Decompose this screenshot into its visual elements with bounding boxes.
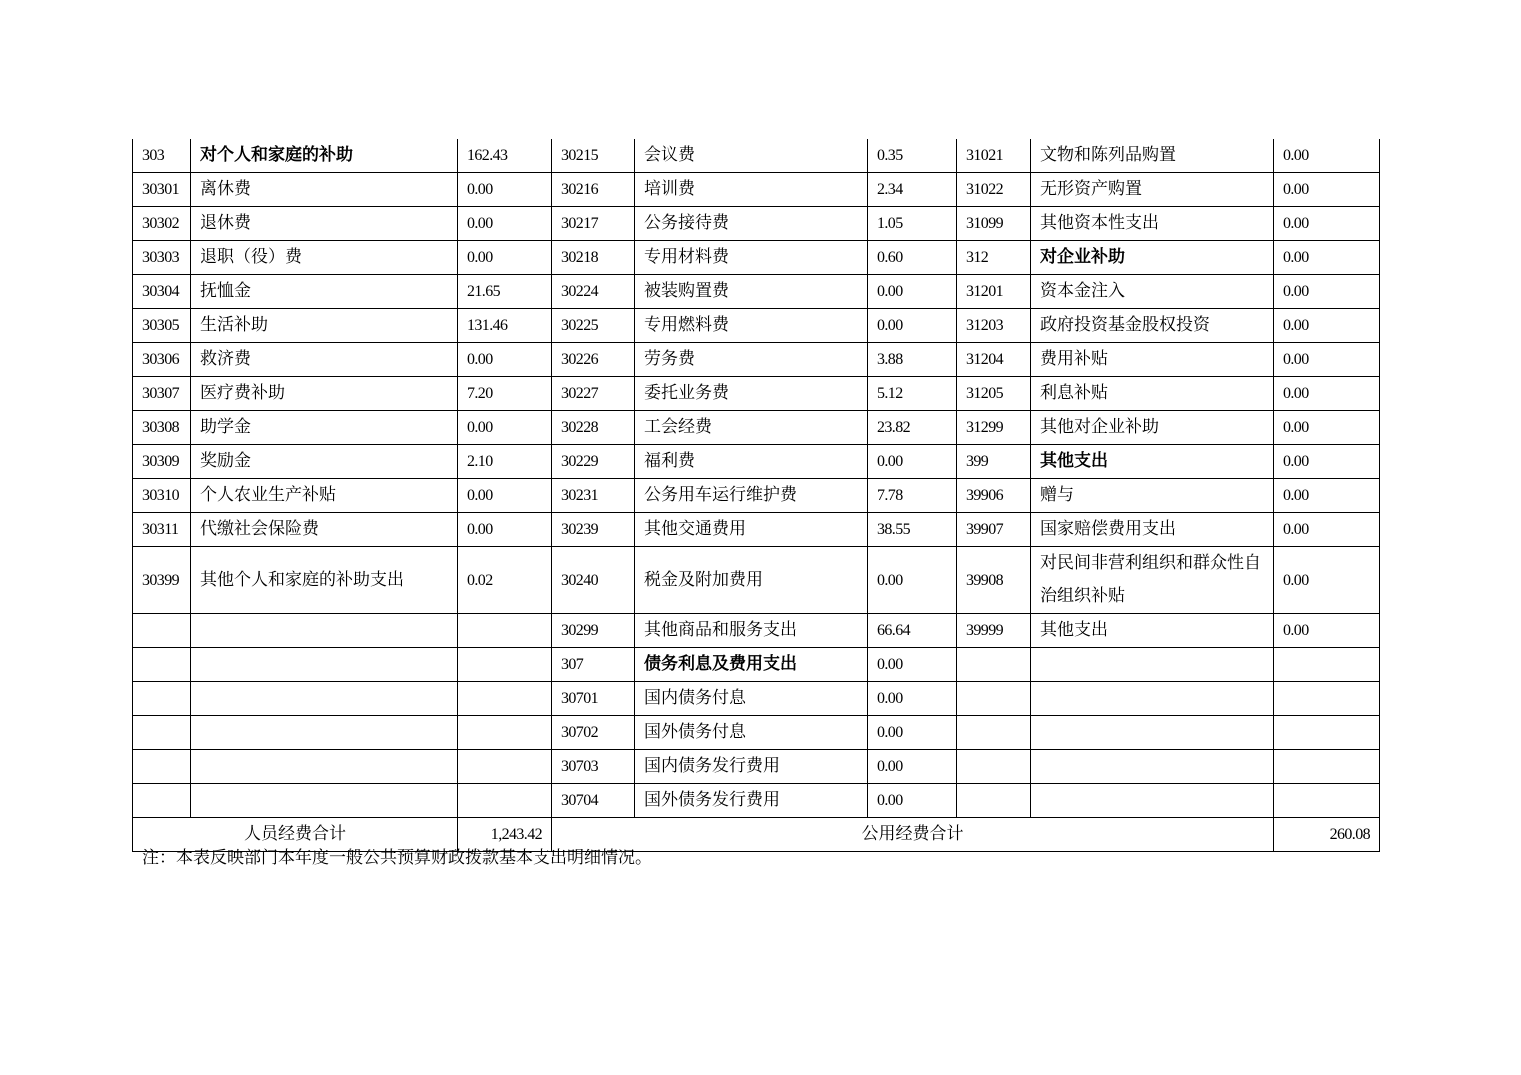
item-name-cell: 离休费 [191,173,458,207]
item-name-cell: 工会经费 [635,411,868,445]
item-name-cell: 对个人和家庭的补助 [191,139,458,173]
item-amount-cell: 0.00 [1274,173,1380,207]
table-row [133,445,1380,479]
item-code-cell [133,682,191,716]
item-amount-cell: 1.05 [868,207,957,241]
item-amount-cell: 0.00 [1274,241,1380,275]
table-row [133,614,1380,648]
item-amount-cell: 0.00 [1274,411,1380,445]
table-row [133,547,1380,614]
item-amount-cell: 0.00 [1274,479,1380,513]
item-name-cell: 专用燃料费 [635,309,868,343]
item-code-cell [133,750,191,784]
item-amount-cell: 0.00 [868,716,957,750]
table-row [133,173,1380,207]
item-amount-cell [1274,648,1380,682]
table-row [133,648,1380,682]
item-code-cell: 30303 [133,241,191,275]
item-name-cell: 债务利息及费用支出 [635,648,868,682]
item-amount-cell [458,614,552,648]
item-amount-cell: 38.55 [868,513,957,547]
item-code-cell: 30308 [133,411,191,445]
item-name-cell: 国外债务付息 [635,716,868,750]
item-name-cell: 国外债务发行费用 [635,784,868,818]
item-code-cell [133,614,191,648]
item-amount-cell: 0.00 [1274,343,1380,377]
table-row [133,343,1380,377]
item-code-cell: 312 [957,241,1031,275]
item-amount-cell: 0.00 [458,411,552,445]
table-row [133,241,1380,275]
item-amount-cell: 21.65 [458,275,552,309]
item-amount-cell: 0.00 [458,513,552,547]
item-name-cell: 生活补助 [191,309,458,343]
item-code-cell: 31203 [957,309,1031,343]
table-row [133,716,1380,750]
item-code-cell: 30704 [552,784,635,818]
personnel-total-label: 人员经费合计 [133,818,458,852]
item-name-cell: 培训费 [635,173,868,207]
item-amount-cell: 0.00 [458,479,552,513]
item-code-cell [957,682,1031,716]
item-amount-cell: 0.00 [868,275,957,309]
item-amount-cell [458,716,552,750]
item-code-cell [957,648,1031,682]
item-name-cell [1031,784,1274,818]
item-code-cell: 30225 [552,309,635,343]
item-name-cell: 国家赔偿费用支出 [1031,513,1274,547]
item-name-cell [191,614,458,648]
item-code-cell: 30307 [133,377,191,411]
table-row [133,682,1380,716]
item-amount-cell: 7.78 [868,479,957,513]
item-code-cell: 30215 [552,139,635,173]
item-code-cell: 30301 [133,173,191,207]
item-code-cell: 30304 [133,275,191,309]
table-row [133,513,1380,547]
item-name-cell [191,716,458,750]
item-code-cell: 30302 [133,207,191,241]
item-amount-cell: 0.00 [1274,614,1380,648]
item-amount-cell: 0.02 [458,547,552,614]
item-amount-cell [1274,784,1380,818]
item-amount-cell: 0.00 [1274,445,1380,479]
item-name-cell: 被装购置费 [635,275,868,309]
item-code-cell: 399 [957,445,1031,479]
item-code-cell: 31022 [957,173,1031,207]
item-name-cell: 个人农业生产补贴 [191,479,458,513]
item-code-cell: 30229 [552,445,635,479]
item-code-cell: 30703 [552,750,635,784]
item-amount-cell [458,784,552,818]
item-amount-cell: 0.35 [868,139,957,173]
table-row [133,377,1380,411]
item-name-cell: 其他个人和家庭的补助支出 [191,547,458,614]
item-amount-cell [458,750,552,784]
item-name-cell: 公务接待费 [635,207,868,241]
item-code-cell: 30240 [552,547,635,614]
item-name-cell: 对企业补助 [1031,241,1274,275]
item-code-cell: 31204 [957,343,1031,377]
item-amount-cell: 5.12 [868,377,957,411]
item-amount-cell [458,682,552,716]
item-name-cell: 福利费 [635,445,868,479]
item-code-cell: 30311 [133,513,191,547]
item-name-cell [191,648,458,682]
item-name-cell: 其他对企业补助 [1031,411,1274,445]
item-name-cell: 其他资本性支出 [1031,207,1274,241]
item-name-cell: 文物和陈列品购置 [1031,139,1274,173]
table-body [133,139,1380,818]
item-name-cell: 会议费 [635,139,868,173]
item-amount-cell: 0.00 [868,309,957,343]
item-code-cell: 303 [133,139,191,173]
item-code-cell [957,784,1031,818]
item-code-cell: 30306 [133,343,191,377]
table-row [133,207,1380,241]
item-name-cell: 其他交通费用 [635,513,868,547]
item-name-cell: 退职（役）费 [191,241,458,275]
item-code-cell [133,784,191,818]
item-code-cell: 30227 [552,377,635,411]
item-amount-cell: 0.00 [1274,309,1380,343]
item-amount-cell: 0.00 [868,682,957,716]
item-amount-cell: 0.00 [1274,275,1380,309]
item-name-cell: 代缴社会保险费 [191,513,458,547]
item-amount-cell: 0.00 [458,343,552,377]
item-code-cell: 30299 [552,614,635,648]
item-name-cell: 奖励金 [191,445,458,479]
item-name-cell: 税金及附加费用 [635,547,868,614]
item-name-cell: 赠与 [1031,479,1274,513]
item-name-cell: 委托业务费 [635,377,868,411]
item-code-cell: 39907 [957,513,1031,547]
item-amount-cell: 0.00 [868,547,957,614]
item-code-cell: 39908 [957,547,1031,614]
item-amount-cell: 0.00 [1274,513,1380,547]
item-code-cell: 30399 [133,547,191,614]
item-code-cell: 39999 [957,614,1031,648]
item-name-cell [1031,750,1274,784]
item-amount-cell: 66.64 [868,614,957,648]
item-code-cell: 39906 [957,479,1031,513]
item-name-cell: 助学金 [191,411,458,445]
item-code-cell: 30216 [552,173,635,207]
public-total-label: 公用经费合计 [552,818,1274,852]
item-name-cell: 对民间非营利组织和群众性自治组织补贴 [1031,547,1274,614]
item-code-cell: 31021 [957,139,1031,173]
item-amount-cell: 0.00 [868,648,957,682]
item-amount-cell: 0.00 [458,241,552,275]
table-row [133,411,1380,445]
item-name-cell [191,682,458,716]
item-code-cell: 30310 [133,479,191,513]
item-name-cell: 退休费 [191,207,458,241]
table-row [133,309,1380,343]
item-name-cell [1031,682,1274,716]
table-note: 注：本表反映部门本年度一般公共预算财政拨款基本支出明细情况。 [142,848,652,868]
item-code-cell: 31299 [957,411,1031,445]
item-amount-cell [1274,682,1380,716]
item-name-cell: 公务用车运行维护费 [635,479,868,513]
item-name-cell: 国内债务发行费用 [635,750,868,784]
item-code-cell [957,716,1031,750]
item-amount-cell: 2.10 [458,445,552,479]
item-amount-cell [458,648,552,682]
item-amount-cell: 0.00 [1274,139,1380,173]
table-row [133,275,1380,309]
item-amount-cell: 131.46 [458,309,552,343]
item-amount-cell: 0.00 [458,173,552,207]
item-name-cell: 利息补贴 [1031,377,1274,411]
item-amount-cell: 162.43 [458,139,552,173]
item-amount-cell: 0.00 [1274,547,1380,614]
table-row [133,139,1380,173]
item-name-cell: 专用材料费 [635,241,868,275]
item-name-cell: 费用补贴 [1031,343,1274,377]
item-name-cell: 抚恤金 [191,275,458,309]
item-code-cell: 307 [552,648,635,682]
item-code-cell: 30218 [552,241,635,275]
item-name-cell: 国内债务付息 [635,682,868,716]
item-name-cell: 其他支出 [1031,445,1274,479]
budget-expense-table [132,139,1380,852]
item-code-cell [133,716,191,750]
item-amount-cell: 3.88 [868,343,957,377]
item-amount-cell: 7.20 [458,377,552,411]
item-code-cell: 30305 [133,309,191,343]
item-code-cell: 30702 [552,716,635,750]
item-amount-cell: 0.00 [868,784,957,818]
item-amount-cell: 0.00 [1274,207,1380,241]
item-name-cell: 医疗费补助 [191,377,458,411]
item-name-cell: 资本金注入 [1031,275,1274,309]
item-code-cell: 31099 [957,207,1031,241]
item-name-cell: 其他支出 [1031,614,1274,648]
item-code-cell: 30701 [552,682,635,716]
item-name-cell: 救济费 [191,343,458,377]
item-amount-cell [1274,716,1380,750]
item-amount-cell: 0.00 [1274,377,1380,411]
item-code-cell: 30228 [552,411,635,445]
item-amount-cell: 2.34 [868,173,957,207]
public-total-amount: 260.08 [1274,818,1380,852]
item-code-cell: 30231 [552,479,635,513]
table-row [133,784,1380,818]
item-code-cell: 30224 [552,275,635,309]
item-amount-cell: 0.60 [868,241,957,275]
item-code-cell: 30239 [552,513,635,547]
item-amount-cell: 0.00 [868,445,957,479]
item-amount-cell: 0.00 [868,750,957,784]
item-code-cell: 30217 [552,207,635,241]
item-name-cell: 其他商品和服务支出 [635,614,868,648]
item-code-cell: 30309 [133,445,191,479]
item-name-cell [191,750,458,784]
item-code-cell: 31201 [957,275,1031,309]
item-name-cell [191,784,458,818]
table-row [133,479,1380,513]
item-code-cell: 31205 [957,377,1031,411]
item-name-cell: 政府投资基金股权投资 [1031,309,1274,343]
item-name-cell: 劳务费 [635,343,868,377]
table-row [133,750,1380,784]
item-code-cell [133,648,191,682]
personnel-total-amount: 1,243.42 [458,818,552,852]
item-name-cell [1031,648,1274,682]
item-name-cell [1031,716,1274,750]
item-amount-cell [1274,750,1380,784]
item-amount-cell: 0.00 [458,207,552,241]
item-code-cell [957,750,1031,784]
item-name-cell: 无形资产购置 [1031,173,1274,207]
item-code-cell: 30226 [552,343,635,377]
item-amount-cell: 23.82 [868,411,957,445]
